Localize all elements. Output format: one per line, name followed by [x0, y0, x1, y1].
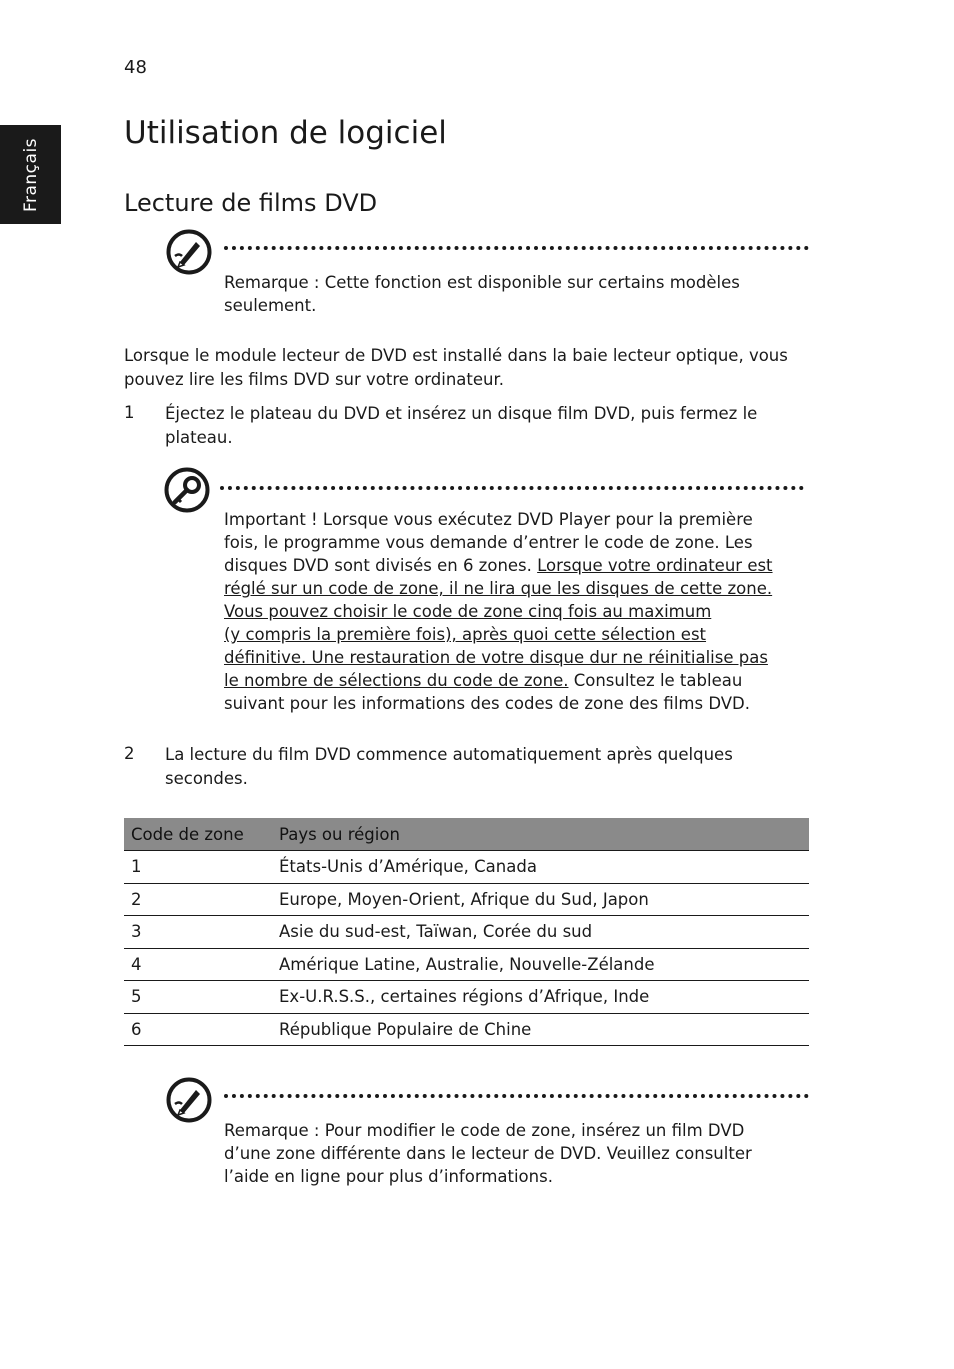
section-title: Lecture de films DVD	[124, 189, 378, 217]
step-line: Éjectez le plateau du DVD et insérez un disque film DVD, puis fermez le	[165, 404, 758, 423]
table-row	[124, 1013, 809, 1046]
language-tab-label: Français	[20, 137, 41, 212]
table-row	[124, 948, 809, 981]
important-underlined: réglé sur un code de zone, il ne lira que les disques de cette zone.	[224, 579, 773, 598]
zone-code-cell: 6	[124, 1013, 272, 1046]
note-text-line: l’aide en ligne pour plus d’informations.	[224, 1167, 553, 1186]
note-remark-1	[224, 271, 740, 317]
intro-paragraph	[124, 344, 788, 391]
note-lead: Remarque :	[224, 273, 320, 292]
important-underlined: (y compris la première fois), après quoi cette sélection est	[224, 625, 707, 644]
zone-code-cell: 2	[124, 883, 272, 916]
pencil-note-icon	[166, 229, 212, 275]
pencil-note-icon	[166, 1077, 212, 1123]
note-text-line: seulement.	[224, 296, 317, 315]
intro-line: Lorsque le module lecteur de DVD est installé dans la baie lecteur optique, vous	[124, 346, 788, 365]
table-row	[124, 981, 809, 1014]
page-number: 48	[124, 57, 147, 78]
note-lead: Remarque :	[224, 1121, 320, 1140]
step-number: 1	[124, 403, 135, 422]
important-line: Consultez le tableau	[568, 671, 743, 690]
important-line: suivant pour les informations des codes de zone des films DVD.	[224, 694, 750, 713]
intro-line: pouvez lire les films DVD sur votre ordinateur.	[124, 369, 504, 389]
step-line: La lecture du film DVD commence automatiquement après quelques	[165, 745, 733, 764]
note-text-line: Pour modifier le code de zone, insérez un film DVD	[319, 1121, 745, 1140]
page-title: Utilisation de logiciel	[124, 115, 447, 151]
key-important-icon	[164, 467, 210, 513]
step-text	[165, 743, 733, 790]
important-underlined: Lorsque votre ordinateur est	[537, 556, 773, 575]
zone-code-cell: 4	[124, 948, 272, 981]
note-divider	[224, 1094, 809, 1098]
table-row	[124, 916, 809, 949]
important-line: Lorsque vous exécutez DVD Player pour la première	[317, 510, 753, 529]
note-text-line: Cette fonction est disponible sur certains modèles	[319, 273, 740, 292]
country-cell: Amérique Latine, Australie, Nouvelle-Zélande	[272, 948, 809, 981]
note-divider	[224, 246, 809, 250]
language-tab	[0, 125, 61, 224]
country-cell: États-Unis d’Amérique, Canada	[272, 851, 809, 884]
note-text-line: d’une zone différente dans le lecteur de DVD. Veuillez consulter	[224, 1144, 752, 1163]
important-underlined: Vous pouvez choisir le code de zone cinq fois au maximum	[224, 602, 712, 621]
important-line: fois, le programme vous demande d’entrer le code de zone. Les	[224, 533, 753, 552]
important-note	[224, 508, 773, 715]
region-code-table	[124, 818, 809, 1046]
important-line: disques DVD sont divisés en 6 zones.	[224, 556, 538, 575]
country-cell: Ex-U.R.S.S., certaines régions d’Afrique, Inde	[272, 981, 809, 1014]
important-underlined: définitive. Une restauration de votre disque dur ne réinitialise pas	[224, 648, 768, 667]
important-lead: Important !	[224, 510, 318, 529]
step-line: plateau.	[165, 427, 233, 447]
country-cell: Asie du sud-est, Taïwan, Corée du sud	[272, 916, 809, 949]
country-cell: Europe, Moyen-Orient, Afrique du Sud, Japon	[272, 883, 809, 916]
step-line: secondes.	[165, 768, 248, 788]
zone-code-cell: 3	[124, 916, 272, 949]
table-header-row	[124, 818, 809, 851]
step-number: 2	[124, 744, 135, 763]
column-header-country: Pays ou région	[272, 818, 809, 851]
zone-code-cell: 1	[124, 851, 272, 884]
important-underlined: le nombre de sélections du code de zone.	[224, 671, 569, 690]
step-text	[165, 402, 757, 449]
table-row	[124, 883, 809, 916]
important-divider	[220, 486, 804, 490]
country-cell: République Populaire de Chine	[272, 1013, 809, 1046]
note-remark-2	[224, 1119, 752, 1188]
zone-code-cell: 5	[124, 981, 272, 1014]
column-header-zone: Code de zone	[124, 818, 272, 851]
table-row	[124, 851, 809, 884]
